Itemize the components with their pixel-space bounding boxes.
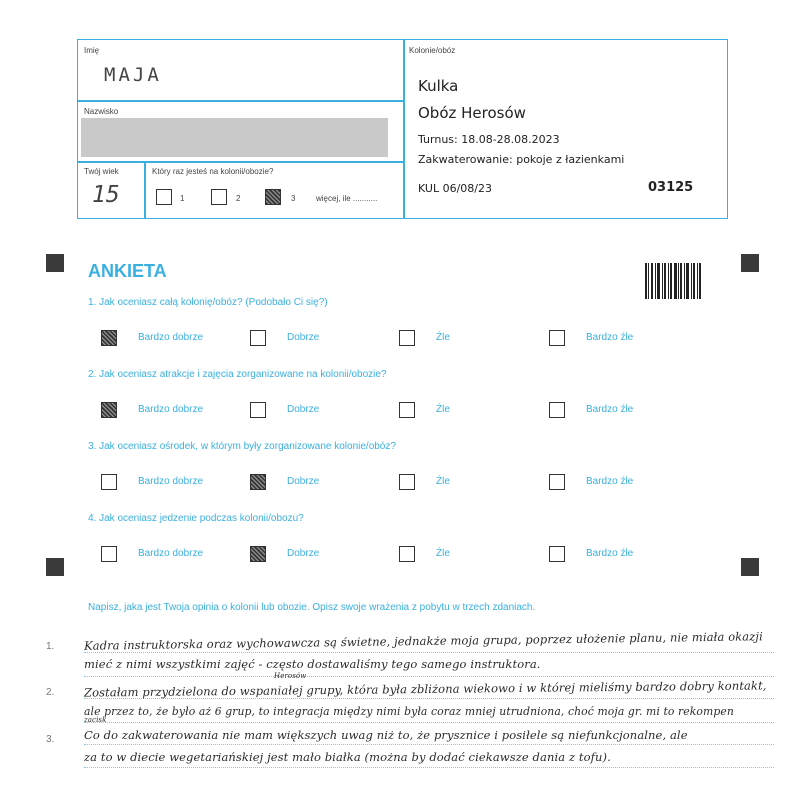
answer-option-label: Dobrze (287, 332, 320, 343)
opinion-answer-area[interactable] (84, 628, 774, 774)
line-number: 1. (46, 641, 55, 652)
handwritten-line: Co do zakwaterowania nie mam większych uwag niż to, że prysznice i posiłele są niefunkcjonalne, ale (84, 728, 688, 742)
answer-checkbox[interactable] (549, 546, 565, 562)
opinion-prompt: Napisz, jaka jest Twoja opinia o kolonii lub obozie. Opisz swoje wrażenia z pobytu w trzech zdaniach. (88, 602, 536, 613)
registration-marker (741, 254, 759, 272)
answer-option-label: Dobrze (287, 476, 320, 487)
answer-checkbox[interactable] (399, 330, 415, 346)
answer-checkbox[interactable] (549, 330, 565, 346)
answer-checkbox[interactable] (101, 546, 117, 562)
kolonie-label: Kolonie/obóz (409, 46, 456, 55)
ktory-raz-option-1: 1 (180, 194, 185, 203)
turnus-text: Turnus: 18.08-28.08.2023 (418, 133, 560, 146)
imie-label: Imię (84, 46, 100, 55)
zakwaterowanie-text: Zakwaterowanie: pokoje z łazienkami (418, 153, 625, 166)
answer-checkbox[interactable] (101, 402, 117, 418)
answer-option-label: Źle (436, 332, 450, 343)
imie-value[interactable]: MAJA (104, 64, 162, 86)
answer-checkbox[interactable] (399, 402, 415, 418)
answer-checkbox[interactable] (250, 546, 266, 562)
handwritten-line: za to w diecie wegetariańskiej jest mało białka (można by dodać ciekawsze dania z tofu). (84, 750, 611, 764)
registration-marker (741, 558, 759, 576)
ktory-raz-checkbox-2[interactable] (211, 189, 227, 205)
answer-checkbox[interactable] (399, 474, 415, 490)
ktory-raz-label: Który raz jesteś na kolonii/obozie? (152, 167, 274, 176)
ktory-raz-option-2: 2 (236, 194, 241, 203)
line-number: 2. (46, 687, 55, 698)
survey-title: ANKIETA (88, 261, 167, 281)
answer-option-label: Bardzo dobrze (138, 476, 204, 487)
ktory-raz-option-more: więcej, ile ........... (316, 194, 378, 203)
answer-option-label: Dobrze (287, 548, 320, 559)
handwritten-line: Zostałam przydzielona do wspaniałej grupy, która była zbliżona wiekowo i w której mieliśmy bardzo dobry kontakt, (84, 678, 767, 700)
handwritten-line: Kadra instruktorska oraz wychowawcza są świetne, jednakże moja grupa, poprzez ułożenie planu, nie miała okazji (84, 629, 763, 653)
ktory-raz-checkbox-3[interactable] (265, 189, 281, 205)
answer-option-label: Źle (436, 476, 450, 487)
answer-option-label: Bardzo dobrze (138, 404, 204, 415)
question-text: 2. Jak oceniasz atrakcje i zajęcia zorganizowane na kolonii/obozie? (88, 369, 387, 380)
answer-checkbox[interactable] (250, 402, 266, 418)
answer-option-label: Bardzo źle (586, 548, 634, 559)
camp-subname: Obóz Herosów (418, 104, 526, 122)
answer-checkbox[interactable] (250, 474, 266, 490)
nazwisko-label: Nazwisko (84, 107, 119, 116)
question-text: 3. Jak oceniasz ośrodek, w którym były zorganizowane kolonie/obóz? (88, 441, 396, 452)
answer-option-label: Bardzo źle (586, 476, 634, 487)
answer-checkbox[interactable] (399, 546, 415, 562)
wiek-value[interactable]: 15 (92, 182, 120, 208)
answer-checkbox[interactable] (101, 330, 117, 346)
header-box (77, 39, 728, 219)
ktory-raz-checkbox-1[interactable] (156, 189, 172, 205)
handwritten-line: mieć z nimi wszystkimi zajęć - często dostawaliśmy tego samego instruktora. (84, 657, 541, 671)
answer-option-label: Bardzo dobrze (138, 332, 204, 343)
handwritten-line: ale przez to, że było aż 6 grup, to integracja między nimi była coraz mniej utrudniona, choć moja gr. mi to rekompen (84, 705, 734, 718)
wiek-label: Twój wiek (84, 167, 119, 176)
camp-name: Kulka (418, 77, 459, 95)
nazwisko-redacted-field[interactable] (81, 118, 388, 157)
line-number: 3. (46, 734, 55, 745)
question-text: 4. Jak oceniasz jedzenie podczas kolonii/obozu? (88, 513, 304, 524)
ktory-raz-option-3: 3 (291, 194, 296, 203)
answer-option-label: Dobrze (287, 404, 320, 415)
answer-option-label: Bardzo źle (586, 332, 634, 343)
registration-marker (46, 254, 64, 272)
answer-checkbox[interactable] (549, 402, 565, 418)
answer-checkbox[interactable] (549, 474, 565, 490)
answer-option-label: Źle (436, 548, 450, 559)
answer-option-label: Źle (436, 404, 450, 415)
code-left: KUL 06/08/23 (418, 182, 492, 195)
answer-checkbox[interactable] (250, 330, 266, 346)
question-text: 1. Jak oceniasz całą kolonię/obóz? (Podobało Ci się?) (88, 297, 328, 308)
barcode-icon (645, 263, 701, 299)
answer-option-label: Bardzo dobrze (138, 548, 204, 559)
answer-checkbox[interactable] (101, 474, 117, 490)
registration-marker (46, 558, 64, 576)
handwritten-insertion: Herosów (274, 672, 307, 680)
handwritten-insertion: zacisk (84, 716, 107, 724)
code-right: 03125 (648, 180, 694, 195)
answer-option-label: Bardzo źle (586, 404, 634, 415)
